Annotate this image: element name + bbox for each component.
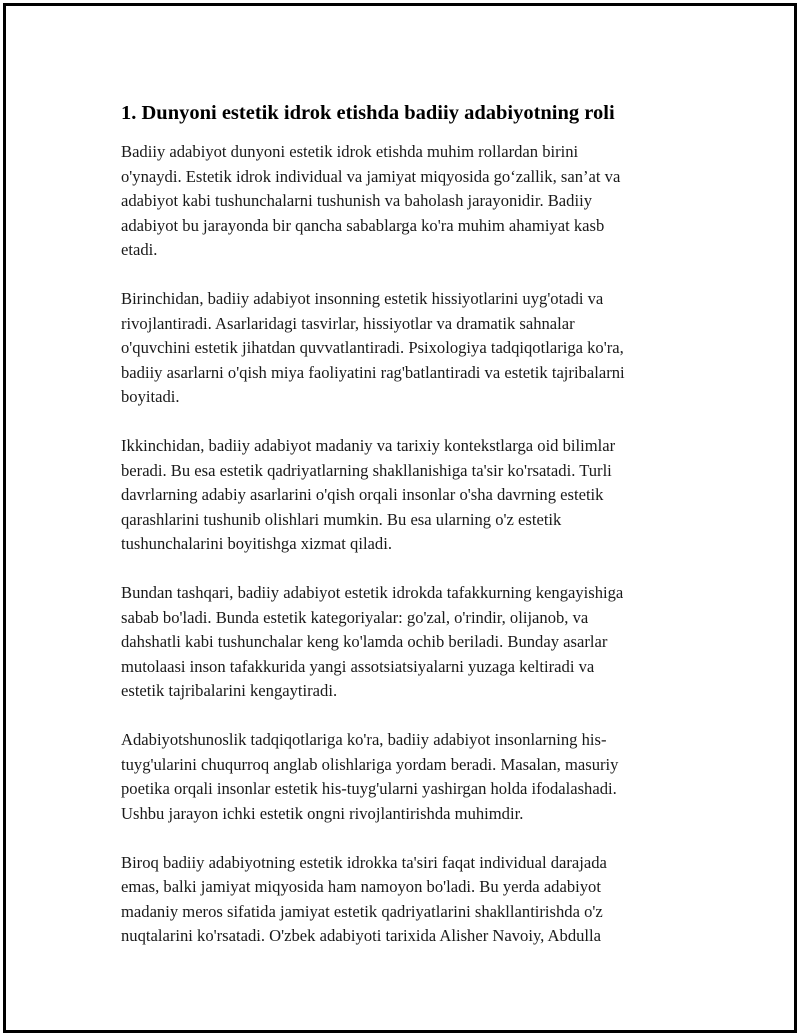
text-line: etadi. [121,240,158,259]
text-line: dahshatli kabi tushunchalar keng ko'lamda ochib beriladi. Bunday asarlar [121,632,608,651]
paragraph-3 [121,434,686,557]
text-line: estetik tajribalarini kengaytiradi. [121,681,338,700]
text-line: adabiyot kabi tushunchalarni tushunish va baholash jarayonidir. Badiiy [121,191,592,210]
paragraph-6 [121,851,686,949]
text-line: mutolaasi inson tafakkurida yangi assotsiatsiyalarni yuzaga keltiradi va [121,656,595,676]
paragraph-2 [121,287,686,410]
paragraph-4 [121,581,686,704]
text-line: Birinchidan, badiiy adabiyot insonning estetik hissiyotlarini uyg'otadi va [121,289,604,308]
text-line: tuyg'ularini chuqurroq anglab olishlariga yordam beradi. Masalan, masuriy [121,754,619,774]
text-line: beradi. Bu esa estetik qadriyatlarning shakllanishiga ta'sir ko'rsatadi. Turli [121,460,612,480]
text-line: qarashlarini tushunib olishlari mumkin. Bu esa ularning o'z estetik [121,509,562,529]
text-line: nuqtalarini ko'rsatadi. O'zbek adabiyoti tarixida Alisher Navoiy, Abdulla [121,926,602,945]
text-line: Biroq badiiy adabiyotning estetik idrokka ta'siri faqat individual darajada [121,852,607,872]
text-line: madaniy meros sifatida jamiyat estetik qadriyatlarini shakllantirishda o'z [121,901,603,921]
text-line: rivojlantiradi. Asarlaridagi tasvirlar, hissiyotlar va dramatik sahnalar [121,313,575,333]
text-line: Bundan tashqari, badiiy adabiyot estetik idrokda tafakkurning kengayishiga [121,583,624,602]
text-line: boyitadi. [121,387,180,406]
text-line: adabiyot bu jarayonda bir qancha sabablarga ko'ra muhim ahamiyat kasb [121,215,605,235]
paragraph-1 [121,140,686,263]
section-heading: 1. Dunyoni estetik idrok etishda badiiy adabiyotning roli [121,102,615,124]
text-line: Ushbu jarayon ichki estetik ongni rivojlantirishda muhimdir. [121,803,524,823]
document-body [121,100,686,973]
text-line: sabab bo'ladi. Bunda estetik kategoriyalar: go'zal, o'rindir, olijanob, va [121,607,589,627]
text-line: davrlarning adabiy asarlarini o'qish orqali insonlar o'sha davrning estetik [121,485,604,504]
text-line: tushunchalarini boyitishga xizmat qiladi. [121,534,392,553]
paragraph-5 [121,728,686,826]
text-line: Ikkinchidan, badiiy adabiyot madaniy va tarixiy kontekstlarga oid bilimlar [121,436,616,455]
text-line: poetika orqali insonlar estetik his-tuyg'ularni yashirgan holda ifodalashadi. [121,779,617,798]
text-line: o'quvchini estetik jihatdan quvvatlantiradi. Psixologiya tadqiqotlariga ko'ra, [121,338,624,357]
text-line: badiiy asarlarni o'qish miya faoliyatini rag'batlantiradi va estetik tajribalarni [121,362,625,382]
text-line: Adabiyotshunoslik tadqiqotlariga ko'ra, badiiy adabiyot insonlarning his- [121,730,607,749]
text-line: Badiiy adabiyot dunyoni estetik idrok etishda muhim rollardan birini [121,142,579,161]
text-line: emas, balki jamiyat miqyosida ham namoyon bo'ladi. Bu yerda adabiyot [121,877,601,896]
page-frame [3,3,797,1033]
text-line: o'ynaydi. Estetik idrok individual va jamiyat miqyosida go‘zallik, san’at va [121,166,621,186]
